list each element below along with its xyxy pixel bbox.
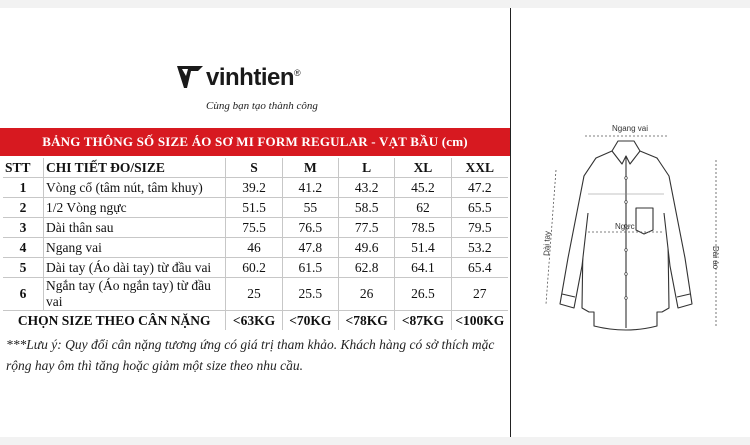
brand-name: vinhtien®	[206, 64, 301, 91]
header-detail: CHI TIẾT ĐO/SIZE	[44, 158, 226, 178]
weight-value: <70KG	[282, 311, 338, 331]
row-value: 76.5	[282, 218, 338, 238]
header-size-xxl: XXL	[451, 158, 508, 178]
row-value: 43.2	[338, 178, 394, 198]
table-row	[3, 238, 508, 258]
row-detail: Dài tay (Áo dài tay) từ đầu vai	[44, 258, 226, 278]
row-detail: Dài thân sau	[44, 218, 226, 238]
weight-value: <63KG	[226, 311, 282, 331]
row-value: 62.8	[338, 258, 394, 278]
weight-value: <100KG	[451, 311, 508, 331]
weight-label: CHỌN SIZE THEO CÂN NẶNG	[3, 311, 226, 331]
shoulder-label: Ngang vai	[612, 124, 649, 133]
row-stt: 2	[3, 198, 44, 218]
row-value: 25	[226, 278, 282, 311]
row-stt: 1	[3, 178, 44, 198]
row-detail: Ngang vai	[44, 238, 226, 258]
row-value: 49.6	[338, 238, 394, 258]
table-row	[3, 198, 508, 218]
row-value: 39.2	[226, 178, 282, 198]
row-value: 55	[282, 198, 338, 218]
chest-label: Ngực	[615, 222, 635, 231]
header-stt: STT	[5, 159, 31, 175]
row-value: 26.5	[395, 278, 451, 311]
table-row	[3, 218, 508, 238]
row-value: 62	[395, 198, 451, 218]
row-stt: 3	[3, 218, 44, 238]
table-row	[3, 258, 508, 278]
row-stt: 4	[3, 238, 44, 258]
row-value: 64.1	[395, 258, 451, 278]
brand-mark-icon	[176, 62, 204, 90]
row-value: 53.2	[451, 238, 508, 258]
row-value: 47.8	[282, 238, 338, 258]
row-value: 65.5	[451, 198, 508, 218]
panel-divider	[510, 8, 511, 437]
row-detail: Ngắn tay (Áo ngắn tay) từ đầu vai	[44, 278, 226, 311]
header-size-m: M	[282, 158, 338, 178]
row-stt: 6	[3, 278, 44, 311]
shirt-icon	[560, 141, 692, 330]
row-stt: 5	[3, 258, 44, 278]
row-value: 47.2	[451, 178, 508, 198]
row-value: 78.5	[395, 218, 451, 238]
row-value: 45.2	[395, 178, 451, 198]
table-title-banner	[0, 128, 510, 156]
row-value: 26	[338, 278, 394, 311]
row-value: 51.5	[226, 198, 282, 218]
header-size-s: S	[226, 158, 282, 178]
table-header-row	[3, 158, 508, 178]
row-value: 27	[451, 278, 508, 311]
row-value: 41.2	[282, 178, 338, 198]
row-value: 60.2	[226, 258, 282, 278]
header-size-xl: XL	[395, 158, 451, 178]
brand-logo	[176, 62, 336, 122]
sleeve-label: Dài tay	[542, 230, 552, 257]
table-row	[3, 278, 508, 311]
size-table	[3, 158, 508, 330]
row-detail: 1/2 Vòng ngực	[44, 198, 226, 218]
weight-row	[3, 311, 508, 331]
length-label: Dài áo	[711, 246, 720, 270]
row-value: 51.4	[395, 238, 451, 258]
row-detail: Vòng cổ (tâm nút, tâm khuy)	[44, 178, 226, 198]
row-value: 61.5	[282, 258, 338, 278]
row-value: 58.5	[338, 198, 394, 218]
weight-value: <78KG	[338, 311, 394, 331]
brand-slogan: Cùng bạn tạo thành công	[206, 100, 318, 112]
table-title: BẢNG THÔNG SỐ SIZE ÁO SƠ MI FORM REGULAR - VẠT BẦU (cm)	[42, 134, 468, 149]
header-size-l: L	[338, 158, 394, 178]
row-value: 77.5	[338, 218, 394, 238]
table-row	[3, 178, 508, 198]
row-value: 79.5	[451, 218, 508, 238]
row-value: 25.5	[282, 278, 338, 311]
weight-value: <87KG	[395, 311, 451, 331]
row-value: 65.4	[451, 258, 508, 278]
row-value: 75.5	[226, 218, 282, 238]
shirt-measurement-diagram	[512, 8, 748, 437]
row-value: 46	[226, 238, 282, 258]
size-note: ***Lưu ý: Quy đổi cân nặng tương ứng có giá trị tham khảo. Khách hàng có sở thích mặc rộng hay ôm thì tăng hoặc giảm một size theo nhu cầu.	[6, 337, 495, 373]
